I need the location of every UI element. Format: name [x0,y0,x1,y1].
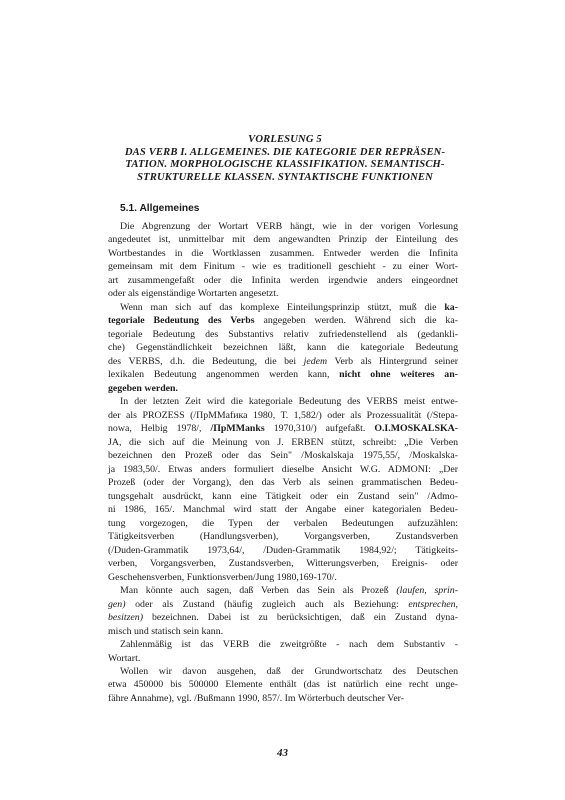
bold-text: /ПрММаnks [210,423,265,435]
text-run: etwa 450000 bis 500000 Elemente enthält (das ist natürlich eine recht unge- [108,679,458,691]
text-line [108,449,458,462]
text-run: tegoriale Bedeutung des Substantivs relativ zufriedenstellend als (gedankli- [108,328,458,340]
text-run: oder als eigenständige Wortarten angesetzt. [108,288,279,300]
text-run: Man könnte auch sagen, daß Verben das Sein als Prozeß [120,585,397,597]
text-run: bezeichnen. Dabei ist zu berücksichtigen, daß ein Zustand dyna- [143,612,458,624]
text-line [108,557,458,570]
text-run: ja 1983,50/. Etwas anders formuliert dieselbe Ansicht W.G. ADMONI: „Der [108,463,458,475]
italic-text: besitzen) [108,612,143,624]
text-line [108,301,458,314]
text-run: Zahlenmäßig ist das VERB die zweitgrößte - nach dem Substantiv - [120,639,458,651]
italic-text: entsprechen, [408,598,458,610]
lecture-heading [80,134,490,185]
text-line [108,490,458,503]
text-run: nowa, Helbig 1978/, [108,423,211,435]
text-run: che) Gegenständlichkeit bezeichnen läßt, kann die kategoriale Bedeutung [108,342,458,354]
bold-text: nicht ohne weiteres an- [339,369,458,381]
text-run: Wollen wir davon ausgehen, daß der Grundwortschatz des Deutschen [120,665,458,677]
text-run: tungsgehalt ausdrückt, kann eine Tätigkeit oder ein Zustand sein" /Admo- [108,490,458,502]
text-line [108,598,458,611]
italic-text: jedem [303,355,328,367]
text-run: ni 1986, 165/. Manchmal wird statt der Angabe einer kategorialen Bedeu- [108,504,458,516]
text-line [108,652,458,665]
text-line [108,692,458,705]
text-run: Wortart. [108,652,141,664]
bold-text: O.I.MOSKALSKA- [374,423,458,435]
bold-text: tegoriale Bedeutung des Verbs [108,315,255,327]
text-line [108,274,458,287]
text-line [108,368,458,381]
text-line [108,665,458,678]
text-line [108,625,458,638]
text-run: tung vorgezogen, die Typen der verbalen Bedeutungen aufzuzählen: [108,517,458,529]
text-line [108,220,458,233]
text-line [108,287,458,300]
text-run: Verb als Hintergrund seiner [327,355,458,367]
text-line [108,422,458,435]
text-run: 1970,310/) aufgefaßt. [264,423,375,435]
text-run: angedeutet ist, unmittelbar mit dem angewandten Prinzip der Einteilung des [108,234,458,246]
text-line [108,544,458,557]
text-run: fähre Annahme), vgl. /Bußmann 1990, 857/. Im Wörterbuch deutscher Ver- [108,692,405,704]
text-run: In der letzten Zeit wird die kategoriale Bedeutung des VERBS meist entwe- [120,396,458,408]
text-run: angegeben werden. Während sich die ka- [254,315,458,327]
text-run: Wortbestandes in die Wortklassen zusammen. Entweder werden die Infinita [108,247,458,259]
text-run: verben, Vorgangsverben, Zustandsverben, Witterungsverben, Ereignis- oder [108,558,458,570]
text-line [108,476,458,489]
text-run: des VERBS, d.h. die Bedeutung, die bei [108,355,304,367]
italic-text: (laufen, sprin- [396,585,458,597]
text-run: Prozeß (oder der Vorgang), den das Verb als seinen grammatischen Bedeu- [108,477,458,489]
text-run: (/Duden-Grammatik 1973,64/, /Duden-Grammatik 1984,92/; Tätigkeits- [108,544,458,556]
italic-text: gen) [108,598,126,610]
text-line [108,328,458,341]
body-text [108,220,458,705]
lecture-subtitle-line: TATION. MORPHOLOGISCHE KLASSIFIKATION. SEMANTISCH- [125,159,445,171]
text-line [108,233,458,246]
text-run: gemeinsam mit dem Finitum - wie es traditionell geschieht - zu einer Wort- [108,261,458,273]
text-line [108,584,458,597]
text-run: lexikalen Bedeutung angenommen werden kann, [108,369,340,381]
text-run: JA, die sich auf die Meinung von J. ERBEN stützt, schreibt: „Die Verben [108,436,458,448]
text-line [108,503,458,516]
text-line [108,247,458,260]
text-run: bezeichnen den Prozeß oder das Sein" /Moskalskaja 1975,55/, /Moskalska- [108,450,458,462]
text-run: Tätigkeitsverben (Handlungsverben), Vorgangsverben, Zustandsverben [108,531,458,543]
text-line [108,571,458,584]
text-run: Wenn man sich auf das komplexe Einteilungsprinzip stützt, muß die [120,301,445,313]
text-line [108,260,458,273]
bold-text: ka- [444,301,458,313]
section-title: 5.1. Allgemeines [120,203,200,214]
page-number: 43 [277,747,288,759]
text-line [108,341,458,354]
text-line [108,530,458,543]
text-run: misch und statisch sein kann. [108,625,224,637]
text-line [108,638,458,651]
lecture-subtitle-line: STRUKTURELLE KLASSEN. SYNTAKTISCHE FUNKTIONEN [137,172,433,184]
bold-text: gegeben werden. [108,382,178,394]
text-run: Die Abgrenzung der Wortart VERB hängt, wie in der vorigen Vorlesung [120,221,458,232]
text-line [108,678,458,691]
text-run: oder als Zustand (häufig zugleich auch als Beziehung: [125,598,409,610]
lecture-title: VORLESUNG 5 [248,134,322,145]
text-line [108,517,458,530]
text-line [108,611,458,624]
text-line [108,409,458,422]
text-run: art zusammengefaßt oder die Infinita werden irgendwie anders eingeordnet [108,274,458,286]
text-run: der als PROZESS (/ПрММаfика 1980, Т. 1,582/) oder als Prozessualität (/Stepa- [108,409,458,421]
text-line [108,463,458,476]
text-line [108,355,458,368]
lecture-subtitle-line: DAS VERB I. ALLGEMEINES. DIE KATEGORIE DER REPRÄSEN- [124,146,446,158]
text-line [108,314,458,327]
text-line [108,395,458,408]
text-line [108,436,458,449]
text-run: Geschehensverben, Funktionsverben/Jung 1980,169-170/. [108,571,337,583]
text-line [108,382,458,395]
